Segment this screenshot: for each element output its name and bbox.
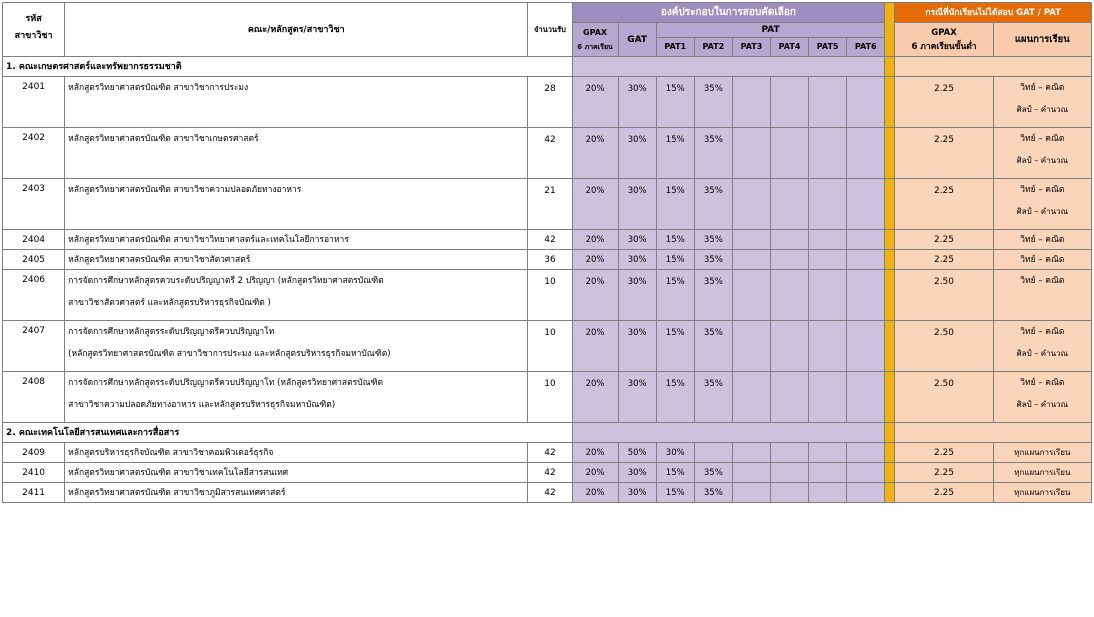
gold-divider [885,250,895,270]
table-row [3,128,1092,179]
section-no-exam-band [895,423,1092,443]
pat5-cell [809,483,847,503]
pat6-header: PAT6 [847,38,885,57]
gold-divider [885,57,895,77]
pat4-cell [770,321,808,372]
study-plan-cell [993,230,1091,250]
pat3-cell [732,77,770,128]
admission-table [2,2,1092,503]
pat4-cell [770,250,808,270]
pat3-cell [732,128,770,179]
program-line: การจัดการศึกษาหลักสูตรระดับปริญญาตรีควบปริญญาโท (หลักสูตรวิทยาศาสตรบัณฑิต [68,378,384,388]
pat2-cell: 35% [694,463,732,483]
code-cell: 2406 [3,270,65,321]
pat6-cell [847,179,885,230]
section-no-exam-band [895,57,1092,77]
min-gpax-header-line2: 6 ภาคเรียนขั้นต่ำ [911,41,977,52]
seats-cell: 42 [528,443,572,463]
gold-divider [885,463,895,483]
gpax-header-line2: 6 ภาคเรียน [577,42,613,51]
min-gpax-cell: 2.25 [895,77,993,128]
program-line: หลักสูตรวิทยาศาสตรบัณฑิต สาขาวิชาเทคโนโลยีสารสนเทศ [68,467,289,478]
gat-cell: 30% [618,321,656,372]
table-row [3,321,1092,372]
study-plan-cell [993,483,1091,503]
seats-cell: 10 [528,321,572,372]
gpax-cell: 20% [572,483,618,503]
study-plan-item: วิทย์ – คณิต [1020,234,1065,245]
pat3-cell [732,270,770,321]
program-cell [65,270,528,321]
pat5-cell [809,372,847,423]
code-cell: 2408 [3,372,65,423]
table-row [3,372,1092,423]
min-gpax-header-line1: GPAX [931,27,957,38]
pat1-cell: 15% [656,179,694,230]
program-line: (หลักสูตรวิทยาศาสตรบัณฑิต สาขาวิชาการประมง และหลักสูตรบริหารธุรกิจมหาบัณฑิต) [68,349,391,359]
program-line: หลักสูตรวิทยาศาสตรบัณฑิต สาขาวิชาวิทยาศาสตร์และเทคโนโลยีการอาหาร [68,234,349,245]
min-gpax-cell: 2.25 [895,443,993,463]
gat-cell: 30% [618,250,656,270]
gpax-cell: 20% [572,372,618,423]
min-gpax-header [895,23,993,57]
pat6-cell [847,250,885,270]
pat1-cell: 15% [656,372,694,423]
gpax-cell: 20% [572,179,618,230]
gpax-cell: 20% [572,77,618,128]
code-header-line1: รหัส [25,13,42,24]
min-gpax-cell: 2.25 [895,179,993,230]
section-title: 1. คณะเกษตรศาสตร์และทรัพยากรธรรมชาติ [3,57,573,77]
pat3-header: PAT3 [732,38,770,57]
study-plan-item: วิทย์ – คณิต [1020,327,1065,337]
table-row [3,230,1092,250]
seats-cell: 36 [528,250,572,270]
section-row [3,57,1092,77]
gold-divider [885,423,895,443]
pat6-cell [847,128,885,179]
pat4-cell [770,270,808,321]
min-gpax-cell: 2.25 [895,230,993,250]
section-title: 2. คณะเทคโนโลยีสารสนเทศและการสื่อสาร [3,423,573,443]
min-gpax-cell: 2.25 [895,128,993,179]
study-plan-header: แผนการเรียน [993,23,1091,57]
gold-divider [885,270,895,321]
program-cell [65,483,528,503]
gat-cell: 30% [618,463,656,483]
study-plan-item: วิทย์ – คณิต [1020,254,1065,265]
pat1-cell: 15% [656,77,694,128]
study-plan-cell [993,372,1091,423]
pat2-cell: 35% [694,372,732,423]
gat-cell: 30% [618,270,656,321]
seats-cell: 10 [528,372,572,423]
pat4-cell [770,179,808,230]
gpax-cell: 20% [572,321,618,372]
pat1-cell: 15% [656,128,694,179]
gold-divider [885,179,895,230]
pat1-cell: 15% [656,321,694,372]
pat1-cell: 15% [656,270,694,321]
gpax-cell: 20% [572,463,618,483]
pat3-cell [732,250,770,270]
gold-divider [885,128,895,179]
study-plan-cell [993,463,1091,483]
min-gpax-cell: 2.50 [895,270,993,321]
code-cell: 2403 [3,179,65,230]
program-line: หลักสูตรบริหารธุรกิจบัณฑิต สาขาวิชาคอมพิวเตอร์ธุรกิจ [68,447,274,458]
pat6-cell [847,321,885,372]
min-gpax-cell: 2.25 [895,483,993,503]
table-row [3,77,1092,128]
gpax-cell: 20% [572,128,618,179]
gold-divider [885,77,895,128]
gold-divider [885,321,895,372]
pat3-cell [732,372,770,423]
pat6-cell [847,463,885,483]
pat1-cell: 15% [656,250,694,270]
pat1-cell: 15% [656,230,694,250]
study-plan-item: วิทย์ – คณิต [1020,185,1065,195]
program-cell [65,443,528,463]
pat6-cell [847,443,885,463]
study-plan-item: ศิลป์ – คำนวณ [1016,156,1068,165]
gat-cell: 50% [618,443,656,463]
pat1-cell: 15% [656,463,694,483]
pat6-cell [847,372,885,423]
program-line: หลักสูตรวิทยาศาสตรบัณฑิต สาขาวิชาการประมง [68,83,249,93]
pat3-cell [732,443,770,463]
seats-header: จำนวนรับ [528,3,572,57]
pat2-cell: 35% [694,230,732,250]
study-plan-item: ศิลป์ – คำนวณ [1016,349,1068,358]
min-gpax-cell: 2.50 [895,321,993,372]
pat6-cell [847,270,885,321]
study-plan-item: ทุกแผนการเรียน [1014,487,1071,497]
study-plan-item: ศิลป์ – คำนวณ [1016,400,1068,409]
study-plan-item: ศิลป์ – คำนวณ [1016,207,1068,216]
code-cell: 2402 [3,128,65,179]
program-cell [65,321,528,372]
pat2-cell: 35% [694,270,732,321]
program-line: หลักสูตรวิทยาศาสตรบัณฑิต สาขาวิชาภูมิสารสนเทศศาสตร์ [68,487,286,498]
pat5-cell [809,463,847,483]
seats-cell: 10 [528,270,572,321]
pat4-cell [770,77,808,128]
seats-cell: 28 [528,77,572,128]
program-line: การจัดการศึกษาหลักสูตรควบระดับปริญญาตรี 2 ปริญญา (หลักสูตรวิทยาศาสตรบัณฑิต [68,276,384,286]
section-components-band [572,423,885,443]
components-header: องค์ประกอบในการสอบคัดเลือก [572,3,885,23]
program-cell [65,179,528,230]
pat4-cell [770,128,808,179]
min-gpax-cell: 2.50 [895,372,993,423]
gpax-cell: 20% [572,250,618,270]
study-plan-cell [993,270,1091,321]
pat5-cell [809,270,847,321]
pat4-cell [770,483,808,503]
gpax-cell: 20% [572,443,618,463]
seats-cell: 42 [528,483,572,503]
program-line: หลักสูตรวิทยาศาสตรบัณฑิต สาขาวิชาความปลอดภัยทางอาหาร [68,185,302,195]
pat4-cell [770,443,808,463]
pat4-cell [770,230,808,250]
section-row [3,423,1092,443]
program-line: หลักสูตรวิทยาศาสตรบัณฑิต สาขาวิชาเกษตรศาสตร์ [68,134,259,144]
code-cell: 2405 [3,250,65,270]
table-row [3,270,1092,321]
pat5-cell [809,250,847,270]
gat-header: GAT [618,23,656,57]
table-body [3,57,1092,503]
pat1-header: PAT1 [656,38,694,57]
pat5-header: PAT5 [809,38,847,57]
pat-header: PAT [656,23,885,38]
pat2-cell [694,443,732,463]
program-cell [65,77,528,128]
study-plan-item: วิทย์ – คณิต [1020,83,1065,93]
code-cell: 2409 [3,443,65,463]
pat3-cell [732,230,770,250]
seats-cell: 42 [528,463,572,483]
study-plan-item: วิทย์ – คณิต [1020,276,1065,286]
gpax-cell: 20% [572,230,618,250]
gpax-header [572,23,618,57]
gpax-cell: 20% [572,270,618,321]
study-plan-item: วิทย์ – คณิต [1020,378,1065,388]
pat2-cell: 35% [694,321,732,372]
gat-cell: 30% [618,483,656,503]
study-plan-cell [993,179,1091,230]
pat3-cell [732,321,770,372]
pat3-cell [732,463,770,483]
seats-cell: 21 [528,179,572,230]
seats-cell: 42 [528,128,572,179]
gold-divider [885,230,895,250]
code-cell: 2401 [3,77,65,128]
gpax-header-line1: GPAX [583,27,608,37]
min-gpax-cell: 2.25 [895,250,993,270]
pat6-cell [847,483,885,503]
seats-cell: 42 [528,230,572,250]
pat4-header: PAT4 [770,38,808,57]
pat2-header: PAT2 [694,38,732,57]
gold-divider [885,483,895,503]
program-cell [65,463,528,483]
gat-cell: 30% [618,77,656,128]
pat3-cell [732,483,770,503]
study-plan-item: ทุกแผนการเรียน [1014,467,1071,477]
study-plan-cell [993,443,1091,463]
gat-cell: 30% [618,179,656,230]
study-plan-item: วิทย์ – คณิต [1020,134,1065,144]
gold-divider [885,372,895,423]
program-line: สาขาวิชาสัตวศาสตร์ และหลักสูตรบริหารธุรกิจบัณฑิต ) [68,298,271,308]
pat2-cell: 35% [694,250,732,270]
program-cell [65,372,528,423]
pat5-cell [809,128,847,179]
pat3-cell [732,179,770,230]
gat-cell: 30% [618,230,656,250]
study-plan-cell [993,128,1091,179]
no-exam-header: กรณีที่นักเรียนไม่ได้สอบ GAT / PAT [895,3,1092,23]
gat-cell: 30% [618,128,656,179]
pat4-cell [770,372,808,423]
study-plan-cell [993,321,1091,372]
pat6-cell [847,77,885,128]
pat2-cell: 35% [694,128,732,179]
program-header: คณะ/หลักสูตร/สาขาวิชา [65,3,528,57]
study-plan-item: ทุกแผนการเรียน [1014,447,1071,457]
program-cell [65,250,528,270]
table-row [3,250,1092,270]
program-line: หลักสูตรวิทยาศาสตรบัณฑิต สาขาวิชาสัตวศาสตร์ [68,254,251,265]
code-header-line2: สาขาวิชา [14,30,53,41]
program-line: การจัดการศึกษาหลักสูตรระดับปริญญาตรีควบปริญญาโท [68,327,275,337]
pat2-cell: 35% [694,179,732,230]
pat1-cell: 30% [656,443,694,463]
min-gpax-cell: 2.25 [895,463,993,483]
program-line: สาขาวิชาความปลอดภัยทางอาหาร และหลักสูตรบริหารธุรกิจมหาบัณฑิต) [68,400,336,410]
pat5-cell [809,443,847,463]
pat5-cell [809,321,847,372]
code-header [3,3,65,57]
study-plan-cell [993,77,1091,128]
gold-divider [885,443,895,463]
study-plan-cell [993,250,1091,270]
gat-cell: 30% [618,372,656,423]
table-row [3,483,1092,503]
code-cell: 2410 [3,463,65,483]
table-row [3,463,1092,483]
pat5-cell [809,77,847,128]
table-row [3,179,1092,230]
pat6-cell [847,230,885,250]
code-cell: 2411 [3,483,65,503]
program-cell [65,230,528,250]
code-cell: 2404 [3,230,65,250]
table-row [3,443,1092,463]
section-components-band [572,57,885,77]
pat5-cell [809,179,847,230]
pat5-cell [809,230,847,250]
gold-divider-header [885,3,895,57]
program-cell [65,128,528,179]
pat2-cell: 35% [694,77,732,128]
code-cell: 2407 [3,321,65,372]
study-plan-item: ศิลป์ – คำนวณ [1016,105,1068,114]
pat1-cell: 15% [656,483,694,503]
pat4-cell [770,463,808,483]
pat2-cell: 35% [694,483,732,503]
